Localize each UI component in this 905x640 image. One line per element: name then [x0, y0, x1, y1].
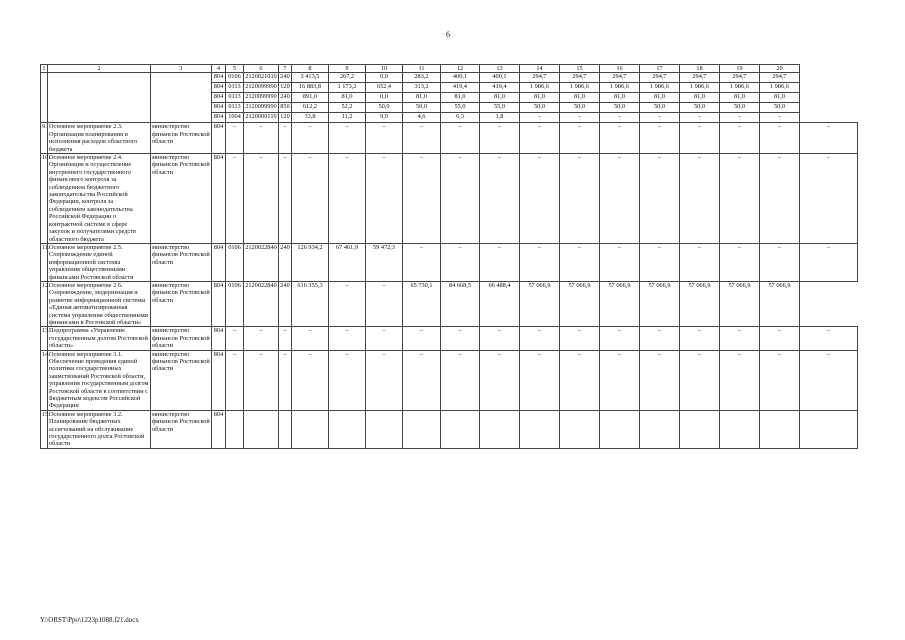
measure-row [41, 123, 858, 154]
value-cell: – [600, 113, 640, 123]
column-number: 1 [42, 65, 46, 72]
value-cell: – [403, 350, 441, 410]
value-cell: – [760, 113, 800, 123]
value-cell: – [680, 327, 720, 350]
value-cell: 804 [212, 154, 226, 244]
value-cell: – [244, 350, 279, 410]
value-cell: 66 488,4 [480, 281, 520, 326]
value-cell: – [720, 327, 760, 350]
column-number: 17 [640, 65, 680, 73]
value-cell: – [680, 113, 720, 123]
value-cell: 419,4 [441, 83, 480, 93]
column-number: 14 [520, 65, 560, 73]
value-cell: 55,0 [441, 103, 480, 113]
value-cell: – [403, 154, 441, 244]
value-cell: – [720, 154, 760, 244]
value-cell: – [403, 123, 441, 154]
value-cell: – [560, 327, 600, 350]
value-cell [292, 410, 329, 448]
measure-name: Подпрограмма «Управление государственным долгом Ростовской области» [48, 327, 151, 350]
value-cell: – [640, 113, 680, 123]
row-number: 12. [41, 281, 48, 326]
value-cell: 0113 [226, 83, 244, 93]
value-cell: – [520, 243, 560, 281]
value-cell: – [366, 350, 403, 410]
value-cell: – [800, 154, 858, 244]
value-cell: 81,0 [520, 93, 560, 103]
value-cell: 1 986,6 [680, 83, 720, 93]
value-cell: 33,8 [292, 113, 329, 123]
column-number: 3 [151, 65, 212, 73]
value-cell: 2120022840 [244, 243, 279, 281]
value-cell: – [520, 327, 560, 350]
value-cell: – [800, 327, 858, 350]
value-cell: 81,0 [720, 93, 760, 103]
value-cell: – [760, 123, 800, 154]
value-cell [366, 410, 403, 448]
value-cell: 267,2 [329, 73, 366, 83]
value-cell: – [800, 243, 858, 281]
value-cell: 652,4 [366, 83, 403, 93]
value-cell: 81,0 [441, 93, 480, 103]
value-cell: – [441, 154, 480, 244]
value-cell: 2120099990 [244, 93, 279, 103]
value-cell: 1 986,6 [600, 83, 640, 93]
value-cell: – [279, 123, 292, 154]
column-number: 12 [441, 65, 480, 73]
value-cell: – [640, 243, 680, 281]
executor: министерство финансов Ростовской области [151, 281, 212, 326]
value-cell: – [560, 243, 600, 281]
value-cell: 57 066,9 [640, 281, 680, 326]
measure-row [41, 154, 858, 244]
executor: министерство финансов Ростовской области [151, 154, 212, 244]
value-cell: – [292, 154, 329, 244]
value-cell: 1004 [226, 113, 244, 123]
value-cell: – [720, 243, 760, 281]
value-cell [329, 410, 366, 448]
value-cell [720, 410, 760, 448]
empty-cell [41, 73, 48, 123]
value-cell [226, 410, 244, 448]
value-cell [760, 410, 800, 448]
value-cell: 9,9 [366, 113, 403, 123]
value-cell: 2120099990 [244, 83, 279, 93]
value-cell: – [720, 123, 760, 154]
value-cell: 891,0 [292, 93, 329, 103]
value-cell: 50,0 [680, 103, 720, 113]
value-cell: 0106 [226, 243, 244, 281]
value-cell: – [480, 154, 520, 244]
value-cell: – [560, 123, 600, 154]
value-cell: – [292, 123, 329, 154]
page-number: 6 [446, 30, 450, 39]
measure-name: Основное мероприятие 3.1. Обеспечение проведения единой политики государственных заимствований Ростовской области, управления государственным долгом Ростовской области в соответствии с Бюджетным кодексом Российской Федерации [49, 350, 149, 410]
value-cell: – [226, 123, 244, 154]
value-cell: – [366, 154, 403, 244]
measure-row [41, 243, 858, 281]
value-cell: 0113 [226, 103, 244, 113]
value-cell: 57 066,9 [520, 281, 560, 326]
value-cell: – [600, 243, 640, 281]
value-cell [279, 410, 292, 448]
value-cell: 0106 [226, 281, 244, 326]
value-cell [680, 410, 720, 448]
value-cell: 1,8 [480, 113, 520, 123]
executor: министерство финансов Ростовской области [151, 410, 212, 448]
value-cell: 0113 [226, 93, 244, 103]
column-number: 5 [226, 65, 244, 73]
value-cell [520, 410, 560, 448]
value-cell: 67 461,9 [329, 243, 366, 281]
value-cell: 4,6 [403, 113, 441, 123]
value-cell: 120 [279, 83, 292, 93]
value-cell: 804 [212, 83, 226, 93]
value-cell: 240 [279, 73, 292, 83]
value-cell: 804 [212, 410, 226, 448]
value-cell: 59 472,3 [366, 243, 403, 281]
column-number: 9 [329, 65, 366, 73]
value-cell: 65 730,1 [403, 281, 441, 326]
value-cell: – [329, 327, 366, 350]
value-cell: – [600, 327, 640, 350]
value-cell [640, 410, 680, 448]
value-cell: – [441, 123, 480, 154]
value-cell: – [244, 327, 279, 350]
value-cell: – [279, 327, 292, 350]
value-cell: – [720, 113, 760, 123]
value-cell: 81,0 [560, 93, 600, 103]
value-cell: 57 066,9 [680, 281, 720, 326]
value-cell: – [329, 350, 366, 410]
value-cell: 50,0 [366, 103, 403, 113]
value-cell: 804 [212, 123, 226, 154]
value-cell: – [680, 123, 720, 154]
value-cell: – [279, 154, 292, 244]
value-cell: – [366, 281, 403, 326]
value-cell: 400,1 [480, 73, 520, 83]
value-cell: 81,0 [403, 93, 441, 103]
measure-row [41, 410, 858, 448]
value-cell: 50,0 [760, 103, 800, 113]
measure-name: Основное мероприятие 3.2. Планирование бюджетных ассигнований на обслуживание государственного долга Ростовской области [48, 410, 151, 448]
value-cell: – [560, 113, 600, 123]
value-cell: – [244, 154, 279, 244]
measure-name: Основное мероприятие 2.3. Организация планирования и исполнения расходов областного бюджета [48, 123, 151, 154]
value-cell: 120 [279, 113, 292, 123]
value-cell [560, 410, 600, 448]
value-cell: – [560, 154, 600, 244]
file-path-footer: Y:\ORST\Ppo\1223p1088.f21.docx [40, 616, 139, 624]
value-cell: 126 934,2 [292, 243, 329, 281]
value-cell: – [480, 243, 520, 281]
value-cell: 81,0 [680, 93, 720, 103]
value-cell: – [480, 123, 520, 154]
value-cell: 804 [212, 113, 226, 123]
column-number: 6 [244, 65, 279, 73]
budget-table [40, 64, 858, 449]
column-number: 13 [480, 65, 520, 73]
value-cell: 283,2 [403, 73, 441, 83]
value-cell: 804 [212, 350, 226, 410]
value-cell: – [800, 350, 858, 410]
value-cell: 6,3 [441, 113, 480, 123]
value-cell: 81,0 [600, 93, 640, 103]
value-cell: 1 986,6 [560, 83, 600, 93]
value-cell: – [366, 327, 403, 350]
value-cell: 3 413,5 [292, 73, 329, 83]
value-cell: 1 173,2 [329, 83, 366, 93]
value-cell: 52,2 [329, 103, 366, 113]
value-cell: 850 [279, 103, 292, 113]
value-cell: – [760, 327, 800, 350]
row-number: 14. [41, 350, 48, 410]
column-number: 19 [720, 65, 760, 73]
value-cell: 294,7 [720, 73, 760, 83]
value-cell: 11,2 [329, 113, 366, 123]
value-cell: – [600, 350, 640, 410]
column-number: 7 [279, 65, 292, 73]
value-cell: – [279, 350, 292, 410]
value-cell: 1 986,6 [640, 83, 680, 93]
value-cell: 50,0 [640, 103, 680, 113]
value-cell: 294,7 [560, 73, 600, 83]
empty-cell [151, 73, 212, 123]
value-cell [480, 410, 520, 448]
value-cell: 804 [212, 103, 226, 113]
measure-row [41, 350, 858, 410]
row-number: 9. [41, 123, 48, 154]
value-cell: – [292, 350, 329, 410]
value-cell: 16 883,8 [292, 83, 329, 93]
executor: министерство финансов Ростовской области [151, 350, 212, 410]
column-number: 8 [292, 65, 329, 73]
value-cell: – [403, 243, 441, 281]
empty-cell [48, 73, 151, 123]
value-cell: – [680, 350, 720, 410]
value-cell: 57 066,9 [600, 281, 640, 326]
value-cell [244, 410, 279, 448]
value-cell: – [520, 350, 560, 410]
value-cell: 57 066,9 [560, 281, 600, 326]
value-cell: 400,1 [441, 73, 480, 83]
column-number: 10 [366, 65, 403, 73]
measure-row [41, 327, 858, 350]
value-cell: 419,4 [480, 83, 520, 93]
value-cell: 2120022840 [244, 281, 279, 326]
value-cell: – [329, 281, 366, 326]
column-number: 16 [600, 65, 640, 73]
value-cell: 81,0 [640, 93, 680, 103]
value-cell [800, 410, 858, 448]
value-cell: – [640, 154, 680, 244]
value-cell: 0106 [226, 73, 244, 83]
value-cell: 81,0 [760, 93, 800, 103]
header-row [41, 65, 858, 73]
value-cell: – [760, 243, 800, 281]
row-number: 15. [41, 410, 48, 448]
value-cell: 50,0 [520, 103, 560, 113]
column-number: 2 [48, 65, 151, 73]
value-cell: 313,2 [403, 83, 441, 93]
value-cell: 50,0 [720, 103, 760, 113]
value-cell: 616 355,3 [292, 281, 329, 326]
value-cell: 55,0 [480, 103, 520, 113]
value-cell: – [292, 327, 329, 350]
value-cell: – [520, 113, 560, 123]
value-cell: 294,7 [520, 73, 560, 83]
value-cell: – [680, 243, 720, 281]
value-cell [403, 410, 441, 448]
value-cell: – [226, 327, 244, 350]
value-cell: 2120000110 [244, 113, 279, 123]
column-number: 11 [403, 65, 441, 73]
column-number: 15 [560, 65, 600, 73]
value-cell: 612,2 [292, 103, 329, 113]
value-cell: – [800, 123, 858, 154]
value-cell: 240 [279, 243, 292, 281]
value-cell: – [760, 350, 800, 410]
value-cell: 294,7 [680, 73, 720, 83]
row-number: 10. [41, 154, 48, 244]
value-cell: 57 066,9 [760, 281, 800, 326]
value-cell: 50,0 [600, 103, 640, 113]
value-cell: – [520, 154, 560, 244]
value-cell: – [226, 350, 244, 410]
measure-row [41, 281, 858, 326]
value-cell: 57 066,9 [720, 281, 760, 326]
value-cell: – [640, 123, 680, 154]
value-cell: – [600, 154, 640, 244]
value-cell: 0,0 [366, 93, 403, 103]
value-cell: – [680, 154, 720, 244]
value-cell: – [329, 123, 366, 154]
value-cell: – [600, 123, 640, 154]
value-cell: 294,7 [600, 73, 640, 83]
value-cell: – [366, 123, 403, 154]
value-cell: – [329, 154, 366, 244]
measure-name: Основное мероприятие 2.6. Сопровождение, модернизация и развитие информационной системы «Единая автоматизированная система управления общественными финансами в Ростовской области» [48, 281, 151, 326]
value-cell: 804 [212, 243, 226, 281]
measure-name: Основное мероприятие 2.4. Организация и осуществление внутреннего государственного финансового контроля за соблюдением бюджетного законодательства Российской Федерации, контроля за соблюдением законодательства Российской Федерации о контрактной системе в сфере закупок и получателями средств областного бюджета [48, 154, 151, 244]
value-cell: 81,0 [329, 93, 366, 103]
value-cell: – [640, 327, 680, 350]
value-cell: – [244, 123, 279, 154]
executor: министерство финансов Ростовской области [151, 123, 212, 154]
value-cell: 804 [212, 93, 226, 103]
value-cell: 2120099990 [244, 103, 279, 113]
value-cell [441, 410, 480, 448]
row-number: 11. [41, 243, 48, 281]
column-number: 18 [680, 65, 720, 73]
value-cell: 1 986,6 [760, 83, 800, 93]
value-cell [600, 410, 640, 448]
measure-name: Основное мероприятие 2.5. Сопровождение единой информационной системы управления общественными финансами Ростовской области [48, 243, 151, 281]
value-cell: 294,7 [760, 73, 800, 83]
value-cell: 81,0 [480, 93, 520, 103]
value-cell: – [480, 327, 520, 350]
column-number: 20 [760, 65, 800, 73]
value-cell: 1 986,6 [520, 83, 560, 93]
value-cell: – [441, 243, 480, 281]
value-cell: – [441, 350, 480, 410]
value-cell: – [480, 350, 520, 410]
value-cell: – [226, 154, 244, 244]
value-cell: 804 [212, 73, 226, 83]
value-cell: 804 [212, 281, 226, 326]
value-cell: – [403, 327, 441, 350]
executor: министерство финансов Ростовской области [152, 327, 210, 350]
column-number: 4 [212, 65, 226, 73]
value-cell: 804 [212, 327, 226, 350]
value-cell: – [720, 350, 760, 410]
executor: министерство финансов Ростовской области [151, 243, 212, 281]
value-cell: – [520, 123, 560, 154]
value-cell: 240 [279, 281, 292, 326]
value-cell: 50,0 [403, 103, 441, 113]
value-cell: – [441, 327, 480, 350]
value-cell: 240 [279, 93, 292, 103]
row-number: 13. [41, 327, 48, 350]
value-cell: – [640, 350, 680, 410]
value-cell: – [560, 350, 600, 410]
value-cell: 0,0 [366, 73, 403, 83]
value-cell: 84 668,5 [441, 281, 480, 326]
value-cell: 294,7 [640, 73, 680, 83]
value-cell: 2120021010 [244, 73, 279, 83]
finance-row [41, 73, 858, 83]
value-cell: – [760, 154, 800, 244]
value-cell: 50,0 [560, 103, 600, 113]
value-cell: 1 986,6 [720, 83, 760, 93]
